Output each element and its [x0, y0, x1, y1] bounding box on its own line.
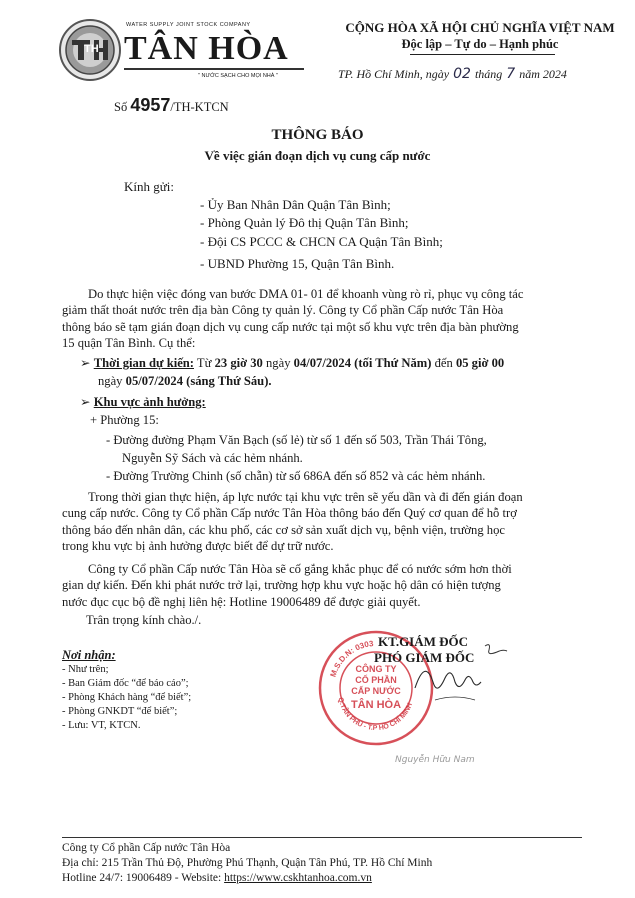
time-bullet-row-2	[98, 374, 272, 389]
time-label: Thời gian dự kiến:	[93, 356, 194, 370]
document-title: THÔNG BÁO	[271, 127, 364, 143]
recipients-block-item: - Phòng Khách hàng “để biết”;	[62, 692, 192, 703]
logo-slogan: " NƯỚC SẠCH CHO MỌI NHÀ "	[198, 73, 278, 79]
recipient-item: - Phòng Quản lý Đô thị Quận Tân Bình;	[200, 215, 409, 230]
street-item-continued: Nguyễn Sỹ Sách và các hẻm nhánh.	[122, 451, 303, 465]
date-day: 02	[453, 66, 471, 82]
closing: Trân trọng kính chào./.	[86, 613, 202, 627]
signature-title-2: PHÓ GIÁM ĐỐC	[374, 650, 475, 665]
logo-divider	[124, 68, 304, 70]
date-month-label: tháng	[474, 67, 503, 81]
date-month: 7	[506, 66, 516, 82]
time-text: đến	[431, 356, 456, 370]
area-bullet-icon: ➢	[80, 395, 91, 409]
para2-line: thông báo đến nhân dân, các khu phố, các cơ sở sản xuất dịch vụ, bệnh viện, trường học	[62, 522, 505, 537]
doc-number-prefix: Số	[114, 100, 128, 114]
logo-brand-name: TÂN HÒA	[124, 30, 289, 67]
paragraph-2	[62, 489, 582, 554]
footer-divider	[62, 837, 582, 838]
date-line	[338, 66, 567, 82]
time-end-date: 05/07/2024 (sáng Thứ Sáu).	[125, 374, 272, 388]
area-bullet-row	[80, 394, 206, 410]
recipient-item: - Ủy Ban Nhân Dân Quận Tân Bình;	[200, 197, 391, 212]
stamp-center-text: TÂN HÒA	[350, 699, 402, 711]
time-bullet-icon: ➢	[80, 356, 91, 370]
para2-line: trong khu vực bị ảnh hưởng được biết để dự trữ nước.	[62, 538, 334, 553]
document-number	[114, 95, 229, 116]
recipients-block-title: Nơi nhận:	[62, 648, 116, 662]
motto-underline	[410, 54, 555, 55]
para2-line: Trong thời gian thực hiện, áp lực nước tại khu vực trên sẽ yếu dần và đi đến gián đoạn	[88, 490, 523, 504]
logo-emblem-text: TH	[84, 43, 99, 55]
recipient-item: - Đội CS PCCC & CHCN CA Quận Tân Bình;	[200, 234, 443, 249]
signature-title-1: KT.GIÁM ĐỐC	[378, 634, 469, 649]
stamp-center-text: CẤP NƯỚC	[351, 686, 401, 696]
footer-company: Công ty Cổ phần Cấp nước Tân Hòa	[62, 842, 231, 854]
footer-website-link[interactable]: https://www.cskhtanhoa.com.vn	[224, 872, 372, 884]
intro-paragraph	[62, 286, 582, 351]
footer-address: Địa chỉ: 215 Trần Thủ Độ, Phường Phú Thạnh, Quận Tân Phú, TP. Hồ Chí Minh	[62, 857, 433, 869]
paragraph-3	[62, 561, 582, 610]
logo-company-english: WATER SUPPLY JOINT STOCK COMPANY	[126, 22, 251, 28]
nation-title: CỘNG HÒA XÃ HỘI CHỦ NGHĨA VIỆT NAM	[345, 20, 615, 35]
intro-line: thông báo sẽ tạm gián đoạn dịch vụ cung cấp nước tại một số khu vực trên địa bàn phường	[62, 319, 519, 334]
doc-number-suffix: /TH-KTCN	[170, 100, 229, 114]
intro-line: giảm thất thoát nước trên địa bàn Công ty quản lý. Công ty Cổ phần Cấp nước Tân Hòa	[62, 303, 504, 318]
street-item: - Đường Trường Chinh (số chẵn) từ số 686A đến số 852 và các hẻm nhánh.	[106, 469, 486, 483]
stamp-center-text: CÔNG TY	[355, 664, 397, 674]
footer-hotline: Hotline 24/7: 19006489 - Website:	[62, 872, 225, 884]
nation-motto: Độc lập – Tự do – Hạnh phúc	[401, 37, 559, 51]
para3-line: gian dự kiến. Đến khi phát nước trở lại, trường hợp khu vực hoặc hộ dân có hiện tượng	[62, 578, 501, 593]
ward-label: + Phường 15:	[90, 413, 159, 427]
date-prefix: TP. Hồ Chí Minh, ngày	[338, 67, 450, 81]
recipients-block-item: - Ban Giám đốc “để báo cáo”;	[62, 678, 189, 689]
time-end: 05 giờ 00	[455, 356, 505, 370]
time-start-date: 04/07/2024 (tối Thứ Năm)	[293, 356, 432, 370]
date-year: năm 2024	[519, 67, 567, 81]
time-text: ngày	[98, 374, 126, 388]
greeting: Kính gửi:	[124, 179, 175, 194]
recipients-block-item: - Phòng GNKDT “để biết”;	[62, 706, 178, 717]
intro-line: 15 quận Tân Bình. Cụ thể:	[62, 335, 196, 350]
time-start: 23 giờ 30	[214, 356, 263, 370]
doc-number-value: 4957	[130, 95, 171, 115]
time-text: ngày	[262, 356, 294, 370]
stamp-top-text: M.S.D.N: 0303	[328, 639, 374, 679]
time-text: Từ	[194, 356, 215, 370]
handwritten-signature-icon	[395, 640, 515, 720]
recipient-item: - UBND Phường 15, Quận Tân Bình.	[200, 256, 395, 271]
company-logo	[58, 18, 308, 93]
para2-line: cung cấp nước. Công ty Cổ phần Cấp nước Tân Hòa thông báo đến Quý cơ quan để hỗ trợ	[62, 506, 517, 521]
para3-line: nước đục cục bộ đề nghị liên hệ: Hotline 19006489 để được giải quyết.	[62, 594, 421, 609]
stamp-bottom-text: Q.TÂN PHÚ - T.P HỒ CHÍ MINH	[336, 696, 415, 733]
document-subtitle: Về việc gián đoạn dịch vụ cung cấp nước	[204, 148, 431, 163]
street-item: - Đường đường Phạm Văn Bạch (số lẻ) từ số 1 đến số 503, Trần Thái Tông,	[106, 433, 487, 447]
stamp-center-text: CỔ PHẦN	[355, 675, 397, 685]
recipients-block-item: - Lưu: VT, KTCN.	[62, 720, 141, 731]
intro-line: Do thực hiện việc đóng van bước DMA 01- 01 để khoanh vùng rò rỉ, phục vụ công tác	[88, 287, 524, 301]
time-bullet-row	[80, 355, 504, 371]
para3-line: Công ty Cổ phần Cấp nước Tân Hòa sẽ cố gắng khắc phục để có nước sớm hơn thời	[88, 562, 512, 576]
signer-name: Nguyễn Hữu Nam	[395, 755, 475, 765]
footer-contact	[62, 872, 372, 884]
recipients-block-item: - Như trên;	[62, 664, 109, 675]
area-label: Khu vực ảnh hưởng:	[93, 395, 206, 409]
